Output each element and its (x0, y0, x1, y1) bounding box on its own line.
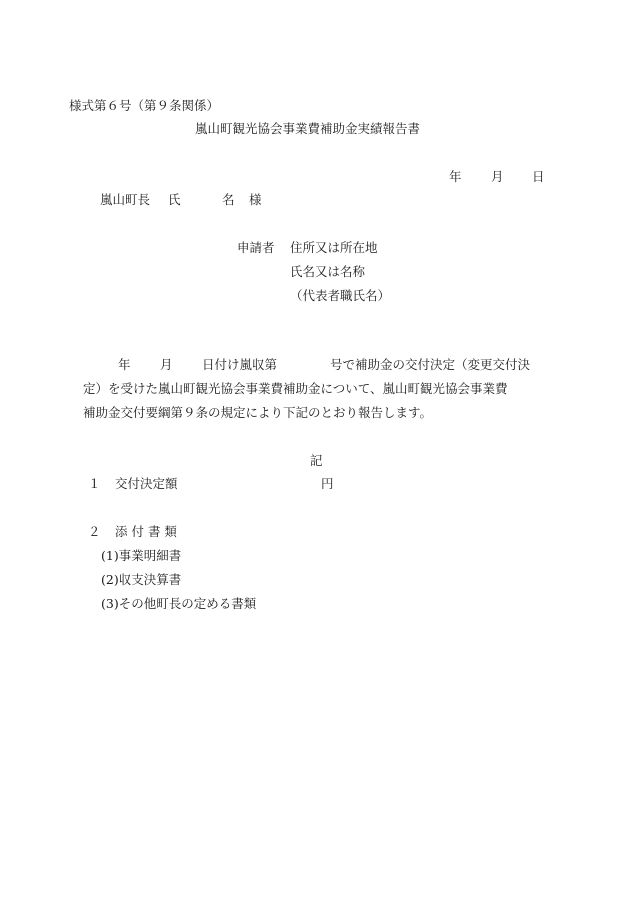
applicant-label: 申請者 (237, 240, 275, 255)
applicant-representative: （代表者職氏名） (290, 288, 391, 303)
document-title: 嵐山町観光協会事業費補助金実績報告書 (195, 121, 421, 136)
applicant-address: 住所又は所在地 (290, 240, 378, 255)
body-line2: 定）を受けた嵐山町観光協会事業費補助金について、嵐山町観光協会事業費 (83, 381, 508, 396)
attachment-item: (1)事業明細書 (101, 548, 182, 563)
item1-unit: 円 (321, 476, 334, 491)
recipient-honorific: 様 (249, 192, 262, 207)
item2-label: 添 付 書 類 (115, 524, 177, 539)
recipient-shi: 氏 (168, 192, 181, 207)
item1-label: 交付決定額 (115, 476, 178, 491)
attachment-item: (3)その他町長の定める書類 (101, 596, 257, 611)
date-year-label: 年 (449, 169, 462, 184)
body-month-label: 月 (160, 357, 173, 372)
date-month-label: 月 (491, 169, 504, 184)
attachment-item: (2)収支決算書 (101, 572, 182, 587)
body-line3: 補助金交付要綱第９条の規定により下記のとおり報告します。 (83, 405, 433, 420)
item2-number: ２ (88, 524, 101, 539)
recipient-name: 嵐山町長 (100, 192, 151, 207)
form-number: 様式第６号（第９条関係） (69, 98, 220, 113)
body-day-reference: 日付け嵐収第 (202, 357, 278, 372)
item1-number: １ (88, 476, 101, 491)
body-year-label: 年 (118, 357, 131, 372)
date-day-label: 日 (532, 169, 545, 184)
applicant-name: 氏名又は名称 (290, 264, 366, 279)
body-line1-rest: 号で補助金の交付決定（変更交付決 (330, 357, 531, 372)
recipient-mei: 名 (222, 192, 235, 207)
ki-heading: 記 (310, 453, 323, 468)
